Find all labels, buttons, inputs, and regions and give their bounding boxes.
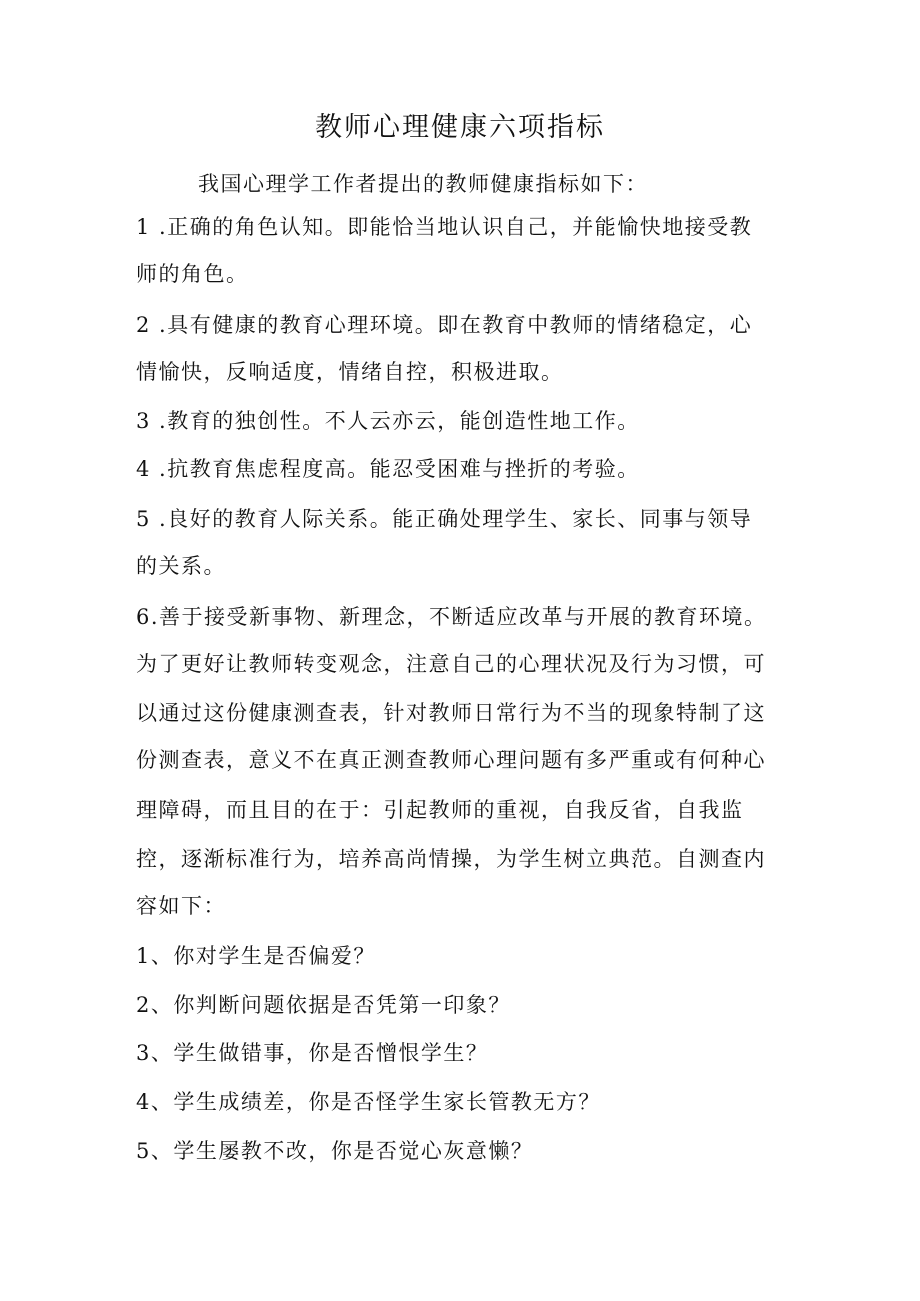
question-1: 1、你对学生是否偏爱？ (136, 944, 376, 968)
indicator-5-line-2: 的关系。 (136, 554, 226, 578)
paragraph-line-4: 理障碍，而且目的在于：引起教师的重视，自我反省，自我监 (136, 798, 744, 822)
indicator-6: 6.善于接受新事物、新理念，不断适应改革与开展的教育环境。 (136, 605, 767, 629)
question-5: 5、学生屡教不改，你是否觉心灰意懒？ (136, 1139, 534, 1163)
question-4: 4、学生成绩差，你是否怪学生家长管教无方？ (136, 1090, 601, 1114)
paragraph-line-3: 份测查表，意义不在真正测查教师心理问题有多严重或有何种心 (136, 748, 766, 772)
paragraph-line-6: 容如下： (136, 894, 226, 918)
paragraph-line-1: 为了更好让教师转变观念，注意自己的心理状况及行为习惯，可 (136, 652, 766, 676)
indicator-3: 3 .教育的独创性。不人云亦云，能创造性地工作。 (136, 409, 640, 433)
document-title: 教师心理健康六项指标 (315, 112, 605, 143)
indicator-5-line-1: 5 .良好的教育人际关系。能正确处理学生、家长、同事与领导 (136, 507, 753, 531)
paragraph-line-2: 以通过这份健康测查表，针对教师日常行为不当的现象特制了这 (136, 701, 766, 725)
question-2: 2、你判断问题依据是否凭第一印象？ (136, 993, 511, 1017)
paragraph-line-5: 控，逐渐标准行为，培养高尚情操，为学生树立典范。自测查内 (136, 847, 766, 871)
indicator-1-line-1: 1 .正确的角色认知。即能恰当地认识自己，并能愉快地接受教 (136, 215, 753, 239)
indicator-4: 4 .抗教育焦虑程度高。能忍受困难与挫折的考验。 (136, 457, 640, 481)
indicator-2-line-2: 情愉快，反响适度，情绪自控，积极进取。 (136, 360, 564, 384)
indicator-1-line-2: 师的角色。 (136, 262, 249, 286)
question-3: 3、学生做错事，你是否憎恨学生？ (136, 1041, 489, 1065)
indicator-2-line-1: 2 .具有健康的教育心理环境。即在教育中教师的情绪稳定，心 (136, 313, 753, 337)
intro-line: 我国心理学工作者提出的教师健康指标如下： (198, 172, 648, 196)
